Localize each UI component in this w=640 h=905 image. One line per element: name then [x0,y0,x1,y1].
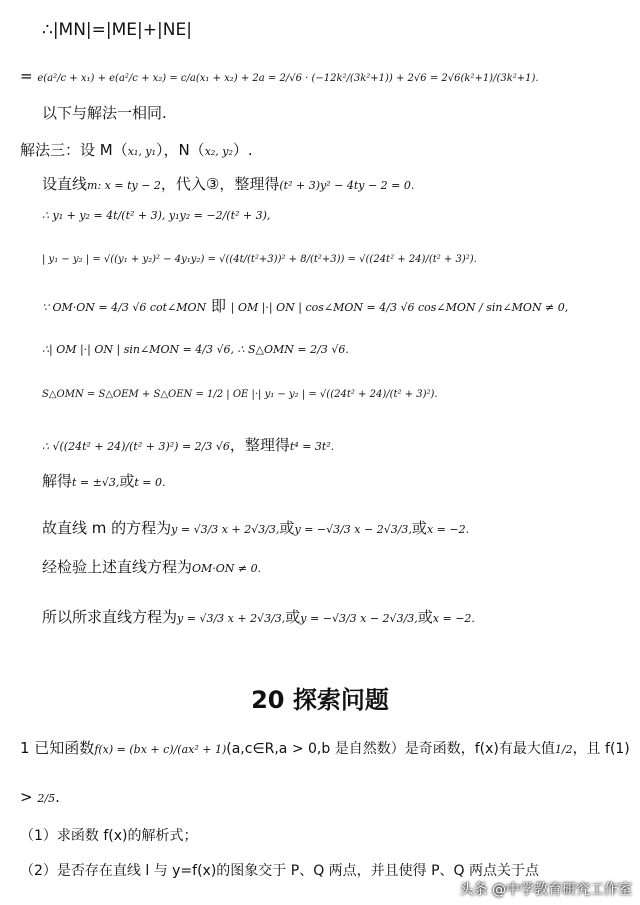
solve-t-step [42,471,166,493]
substitute-text: ，代入③，整理得 [160,175,280,193]
method-three-label: 解法三：设 M（ [20,141,128,159]
problem-statement-line-1 [20,738,630,760]
two-fifths: 2/5 [37,792,56,805]
dot-product-cot: ∵ OM·ON = 4/3 √6 cot∠MON [42,301,207,314]
vieta-relations: ∴ y₁ + y₂ = 4t/(t² + 3), y₁y₂ = −2/(t² + 3), [42,209,271,222]
question-2: （2）是否存在直线 l 与 y=f(x)的图象交于 P、Q 两点，并且使得 P、Q 两点关于点 [20,863,540,879]
quadratic-equation: (t² + 3)y² − 4ty − 2 = 0. [279,179,415,192]
line-equation-1: y = √3/3 x + 2√3/3, [171,523,280,536]
line-equations-label: 故直线 m 的方程为 [42,519,172,537]
or-text: 或 [417,608,433,626]
line-mn-sum: ∴|MN|=|ME|+|NE| [42,20,192,40]
area-equation: ∴ √((24t² + 24)/(t² + 3)²) = 2/3 √6 [42,440,230,453]
verification-step [42,557,261,579]
dot-product-step [42,296,568,318]
line-m-equation: m: x = ty − 2 [87,179,161,192]
area-omn: ∴| OM |·| ON | sin∠MON = 4/3 √6, ∴ S△OMN = 2/3 √6. [42,343,349,356]
period: . [55,788,60,806]
set-line-step [42,174,414,196]
namely-text: 即 [210,297,226,315]
verification-label: 经检验上述直线方程为 [42,558,193,576]
verification-condition: OM·ON ≠ 0. [192,562,262,575]
or-text: 或 [411,519,427,537]
max-value: 1/2 [554,743,573,756]
line-equations-step [42,518,469,540]
line-mn-expansion [20,66,539,89]
point-n-coords: x₂, y₂ [204,145,233,158]
method-three-mid: ），N（ [155,141,205,159]
t-solution-2: t = 0. [134,476,166,489]
equals-sign: = [20,67,33,85]
area-decomposition: S△OMN = S△OEM + S△OEN = 1/2 | OE |·| y₁ − y₂ | = √((24t² + 24)/(t² + 3)²). [42,389,438,400]
or-text: 或 [285,608,301,626]
problem-intro: 1 已知函数 [20,739,95,757]
dot-product-cos: | OM |·| ON | cos∠MON = 4/3 √6 cos∠MON / sin∠MON ≠ 0, [230,301,569,314]
watermark: 头条 @中学教育研究工作室 [459,882,632,898]
t-power-equation: t⁴ = 3t². [289,440,335,453]
t-solution-1: t = ±√3, [72,476,120,489]
final-equation-2: y = −√3/3 x − 2√3/3, [300,612,418,625]
method-three-header [20,140,253,162]
area-equation-step [42,435,334,457]
point-m-coords: x₁, y₁ [127,145,156,158]
simplify-text: ，整理得 [229,436,290,454]
line-equation-2: y = −√3/3 x − 2√3/3, [294,523,412,536]
final-equation-3: x = −2. [432,612,475,625]
section-title: 20 探索问题 [251,686,389,714]
final-equation-1: y = √3/3 x + 2√3/3, [177,612,286,625]
or-text: 或 [279,519,295,537]
greater-than: > [20,788,33,806]
expansion-formula: e(a²/c + x₁) + e(a²/c + x₂) = c/a(x₁ + x₂) + 2a = 2/√6 · (−12k²/(3k²+1)) + 2√6 = 2√6(k²+1)/(3k²+1). [37,73,539,84]
f1-condition: ，且 f(1) [572,741,630,757]
final-answer-step [42,607,475,629]
set-line-label: 设直线 [42,175,88,193]
function-conditions: (a,c∈R,a > 0,b 是自然数）是奇函数，f(x)有最大值 [226,741,555,757]
problem-statement-line-2 [20,787,60,809]
method-three-end: ）. [232,141,253,159]
final-answer-label: 所以所求直线方程为 [42,608,178,626]
function-definition: f(x) = (bx + c)/(ax² + 1) [94,743,227,756]
solve-label: 解得 [42,472,73,490]
y-difference: | y₁ − y₂ | = √((y₁ + y₂)² − 4y₁y₂) = √((4t/(t²+3))² + 8/(t²+3)) = √((24t² + 24)/(t² + 3)²). [42,254,477,265]
question-1: （1）求函数 f(x)的解析式； [20,828,198,844]
same-as-method-one: 以下与解法一相同. [42,104,167,122]
or-text: 或 [119,472,135,490]
line-equation-3: x = −2. [426,523,470,536]
